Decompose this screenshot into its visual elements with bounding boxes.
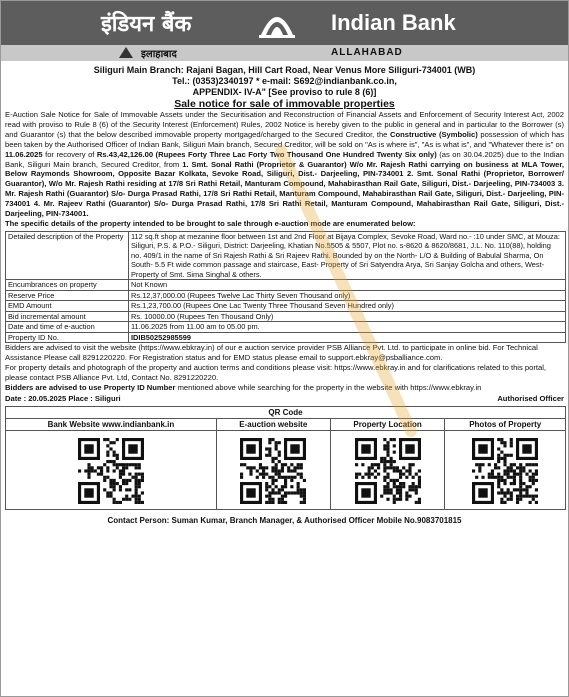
qr-code-icon[interactable] — [240, 438, 306, 504]
row-label: Bid incremental amount — [6, 311, 129, 322]
row-label: Encumbrances on property — [6, 280, 129, 291]
qr-code-icon[interactable] — [355, 438, 421, 504]
hindi-bank-name: इंडियन बैंक — [101, 12, 192, 37]
footer-notes — [1, 343, 568, 393]
notice-body — [1, 110, 568, 229]
row-label: Date and time of e-auction — [6, 322, 129, 333]
qr-code-icon[interactable] — [472, 438, 538, 504]
row-value: 11.06.2025 from 11.00 am to 05.00 pm. — [129, 322, 566, 333]
footer-note-rest: mentioned above while searching for the property in the website with https://www.ebkray.in — [175, 383, 482, 392]
allahabad-triangle-icon — [119, 47, 133, 58]
qr-col-bank-website: Bank Website www.indianbank.in — [6, 418, 217, 430]
branch-address — [1, 65, 568, 98]
auction-date: 11.06.2025 — [5, 149, 43, 159]
footer-property-id-note — [5, 383, 564, 393]
qr-col-location: Property Location — [330, 418, 445, 430]
allahabad-subheader — [1, 45, 568, 61]
qr-code-icon[interactable] — [78, 438, 144, 504]
appendix-line: APPENDIX- IV-A" [See proviso to rule 8 (6)] — [192, 87, 377, 97]
qr-header: QR Code — [6, 406, 566, 418]
specific-details-heading: The specific details of the property intended to be brought to sale through e-auction mode are enumerated below: — [5, 218, 416, 228]
body-text-3: for recovery of — [42, 149, 97, 159]
possession-type: Constructive (Symbolic) — [389, 129, 478, 139]
bank-header — [1, 1, 568, 45]
table-row — [6, 301, 566, 312]
body-text-2: possession of which has been taken by the Authorised Officer of Indian Bank, Siliguri Main branch, Secured Creditor, will be sold on "As is where is", "As is what is", and "Whatever there is" on — [5, 129, 565, 149]
address-line-2: Tel.: (0353)2340197 * e-mail: S692@indianbank.co.in, — [172, 76, 397, 86]
qr-col-photos: Photos of Property — [445, 418, 566, 430]
table-row — [6, 290, 566, 301]
body-text-1: E-Auction Sale Notice for Sale of Immovable Assets under the Securitisation and Reconstruction of Financial Assets and Enforcement of Security Interest Act, 2002 read with proviso to Rule 8 (6) of the Security Interest (Enforcement) Rules, 2002 Notice is hereby given to the public in general and in particular to the Borrower (s) and Guarantor (s) that the below described immovable property mortgaged/charged to the Secured Creditor, the — [5, 110, 564, 139]
row-label: Detailed description of the Property — [6, 231, 129, 280]
table-row — [6, 322, 566, 333]
footer-bidders-note: Bidders are advised to visit the website (https://www.ebkray.in) of our e auction service provider PSB Alliance Pvt. Ltd. to participate in online bid. For Technical Assistance Please call 8291220220. For Registration status and for EMD status please email to support.ebkray@psballiance.com. — [5, 343, 538, 363]
table-row — [6, 311, 566, 322]
qr-col-eauction: E-auction website — [216, 418, 330, 430]
authorised-officer: Authorised Officer — [497, 393, 564, 403]
qr-cell — [6, 430, 217, 509]
qr-cell — [216, 430, 330, 509]
date-place-line — [1, 394, 568, 403]
hindi-allahabad: इलाहाबाद — [141, 49, 177, 60]
contact-person: Contact Person: Suman Kumar, Branch Manager, & Authorised Officer Mobile No.9083701815 — [107, 515, 462, 525]
property-id: IDIB50252985599 — [129, 332, 566, 343]
footer-bold-note: Bidders are advised to use Property ID Number — [5, 383, 176, 392]
row-label: Reserve Price — [6, 290, 129, 301]
row-label: EMD Amount — [6, 301, 129, 312]
qr-cell — [445, 430, 566, 509]
english-allahabad: ALLAHABAD — [331, 47, 403, 58]
qr-cell — [330, 430, 445, 509]
indian-bank-logo-icon — [257, 5, 297, 41]
row-value: Rs.12,37,000.00 (Rupees Twelve Lac Thirty Seven Thousand only) — [129, 290, 566, 301]
row-value: 112 sq.ft shop at mezanine floor between 1st and 2nd Floor at Bijaya Complex, Sevoke Road, Ward no.- :10 under SMC, at Mouza: Siliguri, P.S. & P.O.- Siliguri, District: Darjeeling, Khatian No.5505 & 5507, Plot no. s-8620 & 8620/8681, J.L. No. 110(88), holding no. 409/1 in the name of Sri Rajesh Rathi & Sri Rajeev Rathi. Bounded by on the North- L/O & Building of Babulal Sharma, On South- 5.5 Ft wide common passage and staircase, East- Property of Sri Satyendra Arya, Sri Sanjay Golcha and others, West- Property of Smt. Sima Singhal & others. — [129, 231, 566, 280]
notice-title: Sale notice for sale of immovable properties — [174, 98, 395, 110]
recovery-amount: Rs.43,42,126.00 (Rupees Forty Three Lac Forty Two Thousand One Hundred Twenty Six only) — [96, 149, 437, 159]
table-row — [6, 280, 566, 291]
body-text-4: (as on 30.04.2025) due to the Indian Bank, Siliguri Main branch, Secured Creditor, from — [5, 149, 564, 169]
row-value: Rs.1,23,700.00 (Rupees One Lac Twenty Three Thousand Seven Hundred only) — [129, 301, 566, 312]
row-value: Rs. 10000.00 (Rupees Ten Thousand Only) — [129, 311, 566, 322]
property-details-table — [5, 231, 566, 344]
row-value: Not Known — [129, 280, 566, 291]
date-place: Date : 20.05.2025 Place : Siliguri — [5, 393, 121, 403]
address-line-1: Siliguri Main Branch: Rajani Bagan, Hill Cart Road, Near Venus More Siliguri-734001 (WB) — [93, 65, 476, 75]
table-row — [6, 332, 566, 343]
borrower-details: 1. Smt. Sonal Rathi (Proprietor & Guarantor) W/o Mr. Rajesh Rathi carrying on business at MLA Tower, Below Raymonds Showroom, Opposite Bazar Kolkata, Sevoke Road, Siliguri, Dist.- Darjeeling, PIN-734001 2. Smt. Sonal Rathi (Proprietor, Borrower/ Guarantor), W/o Mr. Rajesh Rathi residing at 17/8 Sri Rathi Retail, Manturam Compound, Mahabirasthan Rail Gate, Siliguri, Dist.- Darjeeling, PIN-734003 3. Mr. Rajesh Rathi (Guarantor) S/o- Durga Prasad Rathi, 17/8 Sri Rathi Retail, Manturam Compound, Mahabirasthan Rail Gate, Siliguri, Dist.- Darjeeling, PIN-734001 4. Mr. Rajeev Rathi (Guarantor) S/o- Durga Prasad Rathi, 17/8 Sri Rathi Retail, Manturam Compound, Mahabirasthan Rail Gate, Siliguri, Dist.- Darjeeling, PIN-734001. — [5, 159, 564, 219]
table-row — [6, 231, 566, 280]
english-bank-name: Indian Bank — [331, 10, 456, 35]
row-label: Property ID No. — [6, 332, 129, 343]
footer-property-note: For property details and photograph of the property and auction terms and conditions please visit: https://www.ebkray.in and for clarifications related to this portal, please contact PSB Alliance Pvt. Ltd, Contact No. 8291220220. — [5, 363, 546, 383]
qr-code-table — [5, 406, 566, 510]
